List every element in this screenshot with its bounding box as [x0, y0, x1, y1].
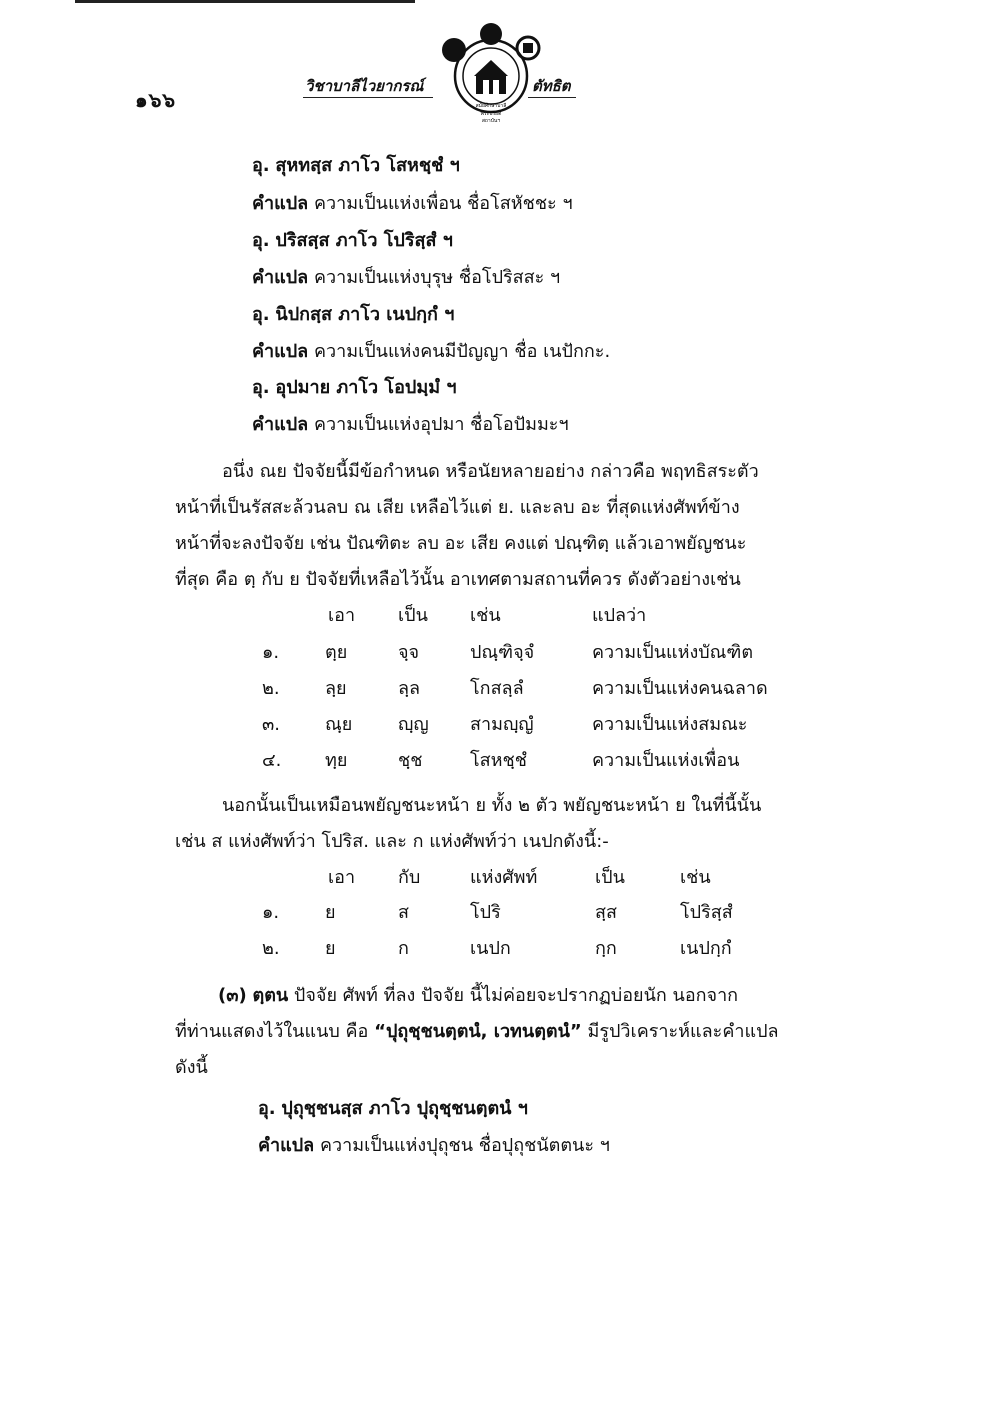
translation-label: คำแปล: [252, 267, 309, 288]
table2-header-col3: แห่งศัพท์: [470, 867, 538, 888]
translation-text: ความเป็นแห่งปุถุชน ชื่อปุถุชนัตตนะ ฯ: [319, 1135, 610, 1156]
table1-cell: สามญฺญํ: [470, 714, 534, 735]
institution-seal-logo: [436, 18, 546, 126]
para3-line-1-text: ปัจจัย ศัพท์ ที่ลง ปัจจัย นี้ไม่ค่อยจะปรากฏบ่อยนัก นอกจาก: [293, 985, 739, 1006]
svg-text:สมัยศึกษาบาลี: สมัยศึกษาบาลี: [475, 103, 507, 109]
table1-row-number: ๑.: [262, 642, 280, 663]
svg-text:สถาบันฯ: สถาบันฯ: [481, 118, 501, 124]
table1-header-col3: เช่น: [470, 605, 501, 626]
top-border-line: [75, 0, 415, 3]
header-left-title: วิชาบาลีไวยากรณ์: [305, 77, 424, 95]
table2-cell: สฺส: [595, 902, 617, 923]
para3-line-2-text-a: ที่ท่านแสดงไว้ในแนบ คือ: [175, 1021, 369, 1042]
u-label: อุ.: [258, 1098, 276, 1119]
u-text: ปริสสฺส ภาโว โปริสฺสํ ฯ: [275, 230, 453, 251]
example-2-translation-line: [252, 262, 560, 291]
header-left-rule: [303, 97, 433, 98]
table1-cell: ตฺย: [325, 642, 348, 663]
para1-line-2: หน้าที่เป็นรัสสะล้วนลบ ณ เสีย เหลือไว้แต่ ย. และลบ อะ ที่สุดแห่งศัพท์ข้าง: [175, 497, 740, 518]
u-text: สุหทสฺส ภาโว โสหชฺชํ ฯ: [275, 155, 460, 176]
section-number: (๓): [218, 985, 247, 1006]
table1-cell: โกสลฺลํ: [470, 678, 524, 699]
final-example-u-line: [258, 1093, 528, 1122]
table1-cell: ความเป็นแห่งสมณะ: [592, 714, 748, 735]
page-number: ๑๖๖: [135, 88, 177, 112]
table1-cell: ความเป็นแห่งเพื่อน: [592, 750, 740, 771]
u-label: อุ.: [252, 230, 270, 251]
table1-row-number: ๓.: [262, 714, 281, 735]
table2-header-col4: เป็น: [595, 867, 625, 888]
para1-line-4: ที่สุด คือ ตฺ กับ ย ปัจจัยที่เหลือไว้นั้น อาเทศตามสถานที่ควร ดังตัวอย่างเช่น: [175, 569, 741, 590]
table2-row-number: ๒.: [262, 938, 280, 959]
table2-cell: กฺก: [595, 938, 617, 959]
header-right-title: ตัทธิต: [532, 77, 571, 95]
u-text: ปุถุชฺชนสฺส ภาโว ปุถุชฺชนตฺตนํ ฯ: [281, 1098, 528, 1119]
table2-header-col1: เอา: [328, 867, 356, 888]
table1-cell: ทฺย: [325, 750, 348, 771]
table1-cell: ญฺญ: [398, 714, 429, 735]
table2-cell: ย: [325, 938, 336, 959]
u-text: นิปกสฺส ภาโว เนปกฺกํ ฯ: [275, 304, 455, 325]
table2-cell: เนปก: [470, 938, 511, 959]
table1-cell: โสหชฺชํ: [470, 750, 527, 771]
para2-line-1: นอกนั้นเป็นเหมือนพยัญชนะหน้า ย ทั้ง ๒ ตัว พยัญชนะหน้า ย ในที่นี้นั้น: [222, 795, 762, 816]
u-label: อุ.: [252, 304, 270, 325]
table1-cell: จฺจ: [398, 642, 420, 663]
translation-text: ความเป็นแห่งเพื่อน ชื่อโสหัชชะ ฯ: [313, 193, 573, 214]
u-text: อุปมาย ภาโว โอปมฺมํ ฯ: [275, 377, 457, 398]
example-1-u-line: [252, 150, 460, 179]
table2-cell: ส: [398, 902, 409, 923]
para3-line-3: ดังนี้: [175, 1057, 208, 1078]
para2-line-2: เช่น ส แห่งศัพท์ว่า โปริส. และ ก แห่งศัพท์ว่า เนปกดังนี้:-: [175, 831, 609, 852]
final-example-translation-line: [258, 1130, 610, 1159]
translation-label: คำแปล: [258, 1135, 315, 1156]
translation-text: ความเป็นแห่งอุปมา ชื่อโอปัมมะฯ: [313, 414, 569, 435]
example-4-u-line: [252, 372, 456, 401]
table2-row-number: ๑.: [262, 902, 280, 923]
table1-header-col4: แปลว่า: [592, 605, 647, 626]
table1-cell: ลฺล: [398, 678, 421, 699]
u-label: อุ.: [252, 377, 270, 398]
table1-header-col1: เอา: [328, 605, 356, 626]
translation-label: คำแปล: [252, 341, 309, 362]
table1-cell: ณฺย: [325, 714, 353, 735]
svg-text:พระปริยัติ: พระปริยัติ: [480, 111, 502, 117]
table2-cell: ย: [325, 902, 336, 923]
example-3-translation-line: [252, 336, 610, 365]
table2-header-col2: กับ: [398, 867, 421, 888]
translation-label: คำแปล: [252, 193, 309, 214]
table2-cell: โปริสฺสํ: [680, 902, 733, 923]
para3-line-1: [218, 980, 738, 1009]
table1-cell: ความเป็นแห่งคนฉลาด: [592, 678, 768, 699]
table1-cell: ความเป็นแห่งบัณฑิต: [592, 642, 754, 663]
table2-header-col5: เช่น: [680, 867, 711, 888]
example-1-translation-line: [252, 188, 573, 217]
translation-text: ความเป็นแห่งบุรุษ ชื่อโปริสสะ ฯ: [313, 267, 561, 288]
example-4-translation-line: [252, 409, 569, 438]
table1-row-number: ๔.: [262, 750, 282, 771]
u-label: อุ.: [252, 155, 270, 176]
table1-header-col2: เป็น: [398, 605, 428, 626]
table2-cell: เนปกฺกํ: [680, 938, 732, 959]
para3-line-2-text-b: มีรูปวิเคราะห์และคำแปล: [587, 1021, 779, 1042]
para3-line-2: [175, 1016, 779, 1045]
suffix-term: ตฺตน: [252, 985, 289, 1006]
quoted-terms: “ปุถุชฺชนตฺตนํ, เวทนตฺตนํ”: [374, 1021, 582, 1042]
table1-cell: ปณฺฑิจฺจํ: [470, 642, 535, 663]
para1-line-1: อนึ่ง ณย ปัจจัยนี้มีข้อกำหนด หรือนัยหลายอย่าง กล่าวคือ พฤทธิสระตัว: [222, 461, 759, 482]
table1-cell: ชฺช: [398, 750, 423, 771]
table2-cell: ก: [398, 938, 409, 959]
translation-text: ความเป็นแห่งคนมีปัญญา ชื่อ เนปักกะ.: [313, 341, 611, 362]
translation-label: คำแปล: [252, 414, 309, 435]
table1-row-number: ๒.: [262, 678, 280, 699]
example-2-u-line: [252, 225, 453, 254]
example-3-u-line: [252, 299, 454, 328]
table1-cell: ลฺย: [325, 678, 347, 699]
para1-line-3: หน้าที่จะลงปัจจัย เช่น ปัณฑิตะ ลบ อะ เสีย คงแต่ ปณฺฑิตฺ แล้วเอาพยัญชนะ: [175, 533, 747, 554]
table2-cell: โปริ: [470, 902, 501, 923]
